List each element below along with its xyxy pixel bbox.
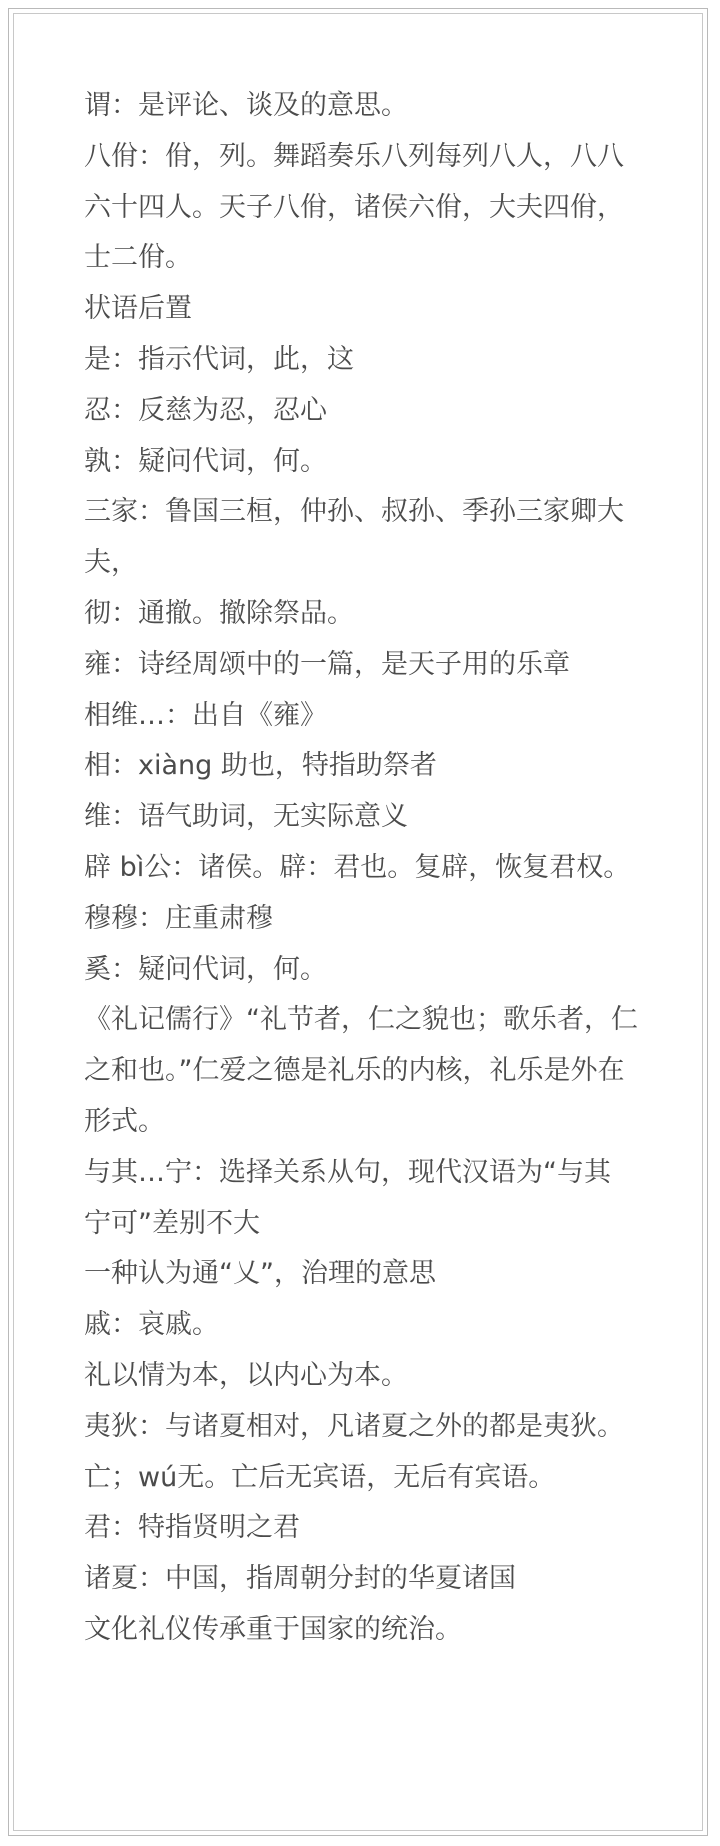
note-line: 忍：反慈为忍，忍心 <box>84 394 327 426</box>
note-line: 相：xiàng 助也，特指助祭者 <box>84 750 437 782</box>
note-line: 穆穆：庄重肃穆 <box>84 902 273 934</box>
note-line: 状语后置 <box>84 293 192 325</box>
note-line: 君：特指贤明之君 <box>84 1512 300 1544</box>
note-line: 三家：鲁国三桓，仲孙、叔孙、季孙三家卿大夫， <box>84 496 624 579</box>
note-line: 维：语气助词，无实际意义 <box>84 801 408 833</box>
note-line: 辟 bì公：诸侯。辟：君也。复辟，恢复君权。 <box>84 851 631 883</box>
note-line: 谓：是评论、谈及的意思。 <box>84 90 408 121</box>
note-line: 戚：哀戚。 <box>84 1309 219 1341</box>
note-line: 八佾：佾，列。舞蹈奏乐八列每列八人，八八六十四人。天子八佾，诸侯六佾，大夫四佾，士二佾。 <box>84 140 624 274</box>
note-line: 《礼记儒行》“礼节者，仁之貌也；歌乐者，仁之和也。”仁爱之德是礼乐的内核，礼乐是外在形式。 <box>84 1004 638 1137</box>
note-line: 与其…宁：选择关系从句，现代汉语为“与其 宁可”差别不大 <box>84 1156 638 1239</box>
note-line: 彻：通撤。撤除祭品。 <box>84 597 354 629</box>
note-line: 孰：疑问代词，何。 <box>84 445 327 477</box>
note-line: 礼以情为本，以内心为本。 <box>84 1359 408 1391</box>
note-line: 一种认为通“乂”，治理的意思 <box>84 1258 436 1290</box>
note-line: 奚：疑问代词，何。 <box>84 953 327 985</box>
note-line: 是：指示代词，此，这 <box>84 343 354 375</box>
note-line: 文化礼仪传承重于国家的统治。 <box>84 1613 462 1645</box>
note-line: 诸夏：中国，指周朝分封的华夏诸国 <box>84 1563 516 1595</box>
note-line: 夷狄：与诸夏相对，凡诸夏之外的都是夷狄。 <box>84 1410 624 1442</box>
note-line: 相维…：出自《雍》 <box>84 699 327 731</box>
annotation-list <box>84 81 644 1656</box>
note-line: 雍：诗经周颂中的一篇，是天子用的乐章 <box>84 648 570 680</box>
note-line: 亡；wú无。亡后无宾语，无后有宾语。 <box>84 1461 556 1493</box>
